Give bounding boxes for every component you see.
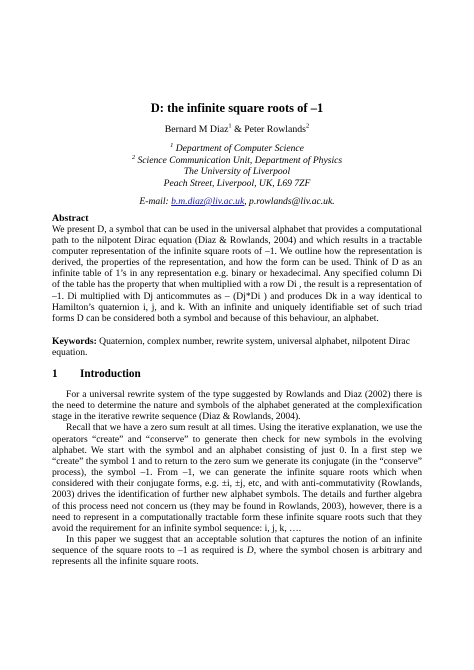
intro-paragraph-3 — [52, 534, 422, 567]
section-title: Introduction — [80, 368, 141, 380]
email-separator: , — [244, 196, 250, 207]
email-line — [0, 196, 474, 207]
email-label: E-mail: — [139, 196, 172, 207]
affil-sup-2: 2 — [131, 153, 136, 161]
intro-p3-start: In this paper we suggest that an acceptable solution that captures the notion of an infinite sequence of the square roots to –1 as required is — [52, 534, 422, 557]
affiliation-2 — [0, 155, 474, 167]
email-rowlands: p.rowlands@liv.ac.uk — [249, 196, 333, 207]
keywords — [52, 336, 422, 358]
affiliation-4: Peach Street, Liverpool, UK, L69 7ZF — [163, 177, 311, 189]
affiliations — [0, 143, 474, 189]
section-number: 1 — [52, 368, 58, 380]
paper-title: D: the infinite square roots of –1 — [150, 101, 324, 115]
author-sup-2: 2 — [305, 122, 310, 130]
affiliation-1 — [0, 143, 474, 155]
author-sup-1: 1 — [228, 122, 232, 130]
affil-2-text: Science Communication Unit, Department of Physics — [137, 154, 343, 166]
intro-paragraph-2: Recall that we have a zero sum result at all times. Using the iterative explanation, we use the operators “create” and “conserve” to generate then check for new symbols in the evolving alphabet. We start with the symbol and an alphabet consisting of just 0. In a first step we “create” the symbol 1 and to return to the zero sum we generate its conjugate (in the “conserve” process), the symbol –1. From –1, we can generate the infinite square roots which when considered with their conjugate forms, e.g. ±i, ±j, etc, and with anti-commutativity (Rowlands, 2003) drives the identification of further new alphabet symbols. The details and further algebra of this process need not concern us (they may be found in Rowlands, 2003), however, there is a need to represent in a computationally tractable form these infinite square roots such that they avoid the requirement for an infinite symbol sequence: i, j, k, …. — [52, 422, 422, 534]
affiliation-3: The University of Liverpool — [183, 166, 291, 177]
author-line — [0, 124, 474, 136]
keywords-text: Quaternion, complex number, rewrite system, universal alphabet, nilpotent Dirac equation. — [52, 336, 410, 359]
author-rowlands: & Peter Rowlands — [231, 124, 306, 135]
email-end: . — [332, 196, 335, 207]
intro-paragraph-1: For a universal rewrite system of the type suggested by Rowlands and Diaz (2002) there is the need to determine the nature and symbols of the alphabet generated at the complexification stage in the iterative rewrite sequence (Diaz & Rowlands, 2004). — [52, 389, 422, 423]
affil-1-text: Department of Computer Science — [175, 143, 304, 154]
affil-sup-1: 1 — [170, 141, 174, 149]
keywords-label: Keywords: — [52, 336, 97, 347]
abstract-heading: Abstract — [52, 213, 89, 224]
abstract-body: We present D, a symbol that can be used in the universal alphabet that provides a computational path to the nilpotent Dirac equation (Diaz & Rowlands, 2004) and which results in a tractable computer representation of the infinite square roots of –1. We outline how the representation is derived, the properties of the representation, and how the form can be used. Think of D as an infinite table of 1’s in any representation e.g. binary or hexadecimal. Any specified column Di of the table has the property that when multiplied with a row Di , the result is a representation of –1. Di multiplied with Dj anticommutes as – (Dj*Di ) and produces Dk in a way identical to Hamilton’s quaternion i, j, and k. With an infinite and uniquely identifiable set of such triad forms D can be considered both a symbol and because of this behaviour, an alphabet. — [52, 224, 422, 324]
author-diaz: Bernard M Diaz — [164, 124, 229, 135]
intro-p3-end: , where the symbol chosen is arbitrary and represents all the infinite square roots. — [52, 545, 423, 568]
intro-p3-symbol: D — [246, 545, 254, 557]
introduction-body — [52, 389, 422, 568]
section-heading-introduction — [52, 368, 141, 381]
email-link-diaz[interactable]: b.m.diaz@liv.ac.uk — [171, 196, 245, 207]
